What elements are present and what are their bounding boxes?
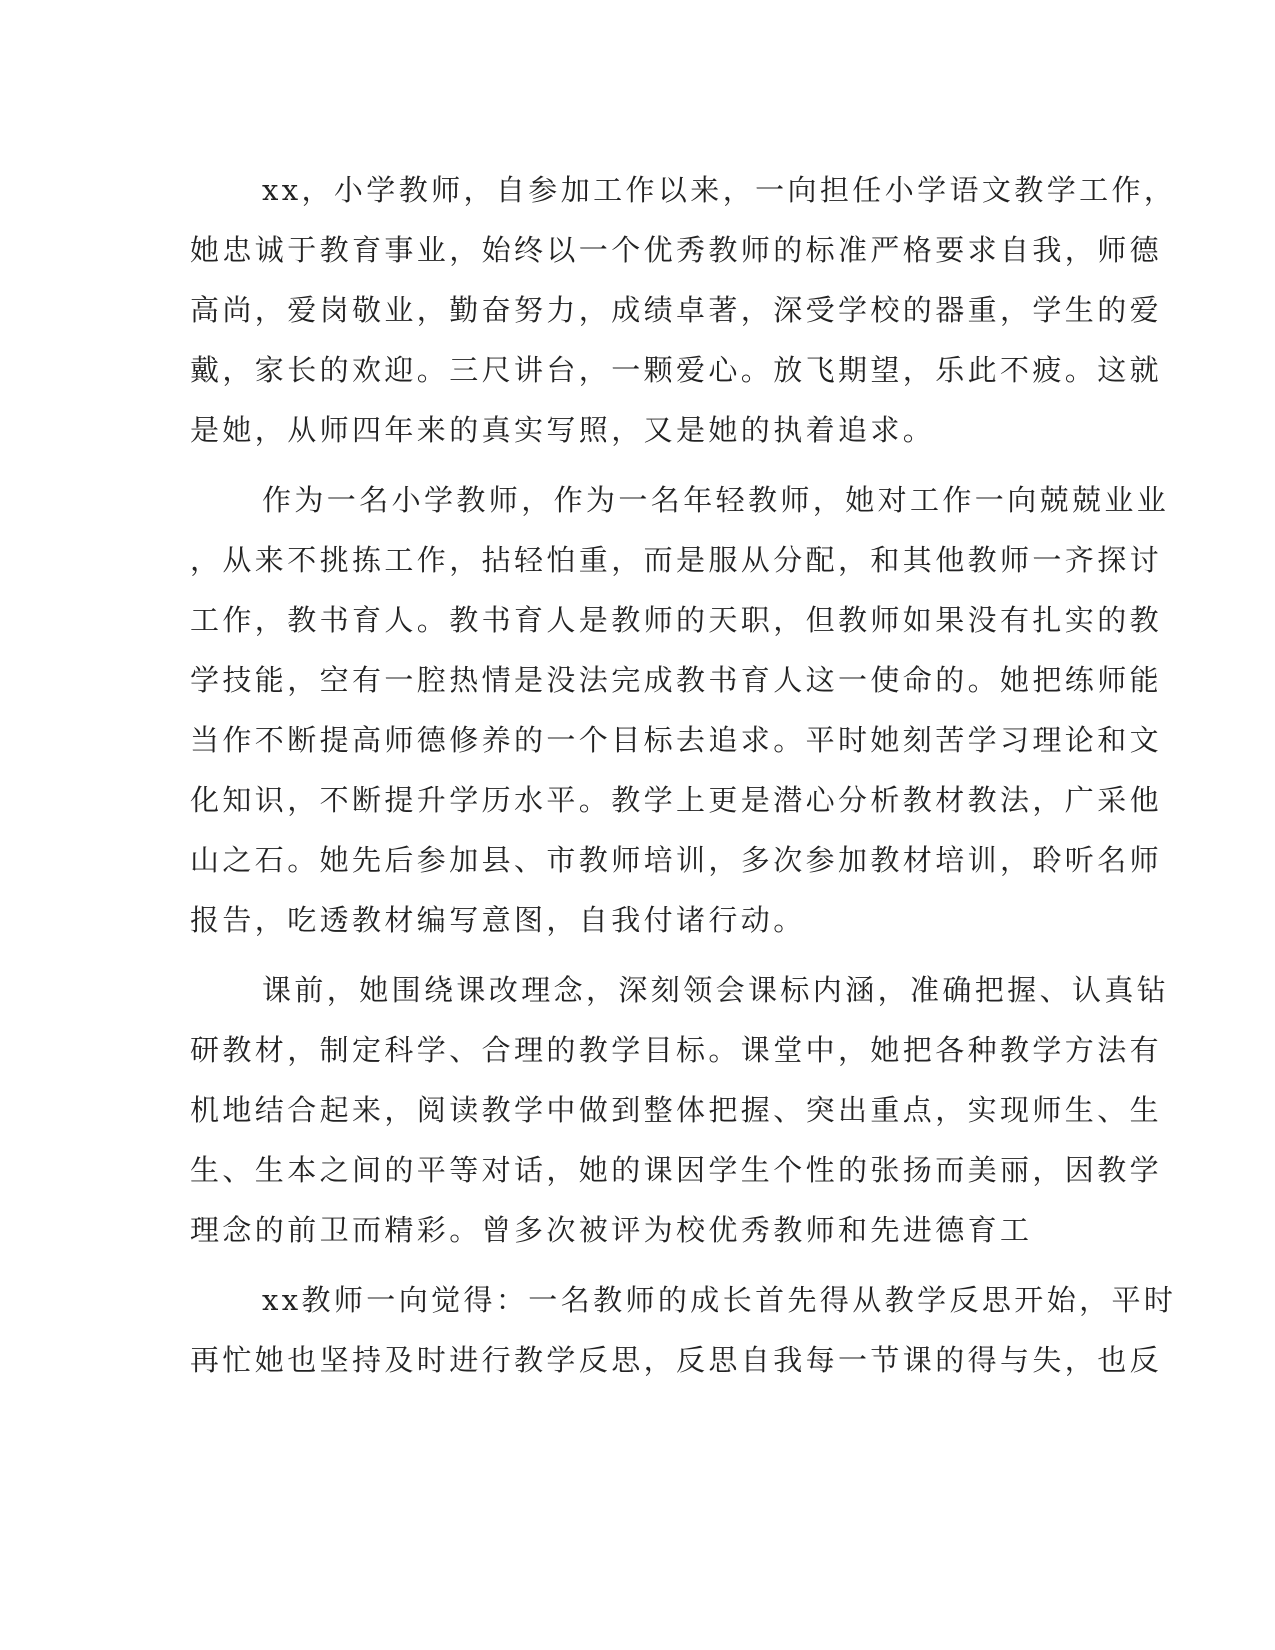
text-line: 课前，她围绕课改理念，深刻领会课标内涵，准确把握、认真钻 [262,973,1170,1007]
text-line: 理念的前卫而精彩。曾多次被评为校优秀教师和先进德育工 [190,1213,1033,1247]
text-line: 化知识，不断提升学历水平。教学上更是潜心分析教材教法，广采他 [190,783,1163,817]
document-body [190,160,1177,1400]
paragraph-3 [190,960,1170,1260]
text-line: 工作，教书育人。教书育人是教师的天职，但教师如果没有扎实的教 [190,603,1163,637]
text-line: xx教师一向觉得：一名教师的成长首先得从教学反思开始，平时 [262,1283,1177,1317]
paragraph-2 [190,470,1170,950]
text-line: 戴，家长的欢迎。三尺讲台，一颗爱心。放飞期望，乐此不疲。这就 [190,353,1163,387]
text-line: 报告，吃透教材编写意图，自我付诸行动。 [190,903,806,937]
paragraph-1 [190,160,1177,460]
text-line: 山之石。她先后参加县、市教师培训，多次参加教材培训，聆听名师 [190,843,1163,877]
text-line: 生、生本之间的平等对话，她的课因学生个性的张扬而美丽，因教学 [190,1153,1163,1187]
paragraph-4 [190,1270,1177,1390]
text-line: 当作不断提高师德修养的一个目标去追求。平时她刻苦学习理论和文 [190,723,1163,757]
text-line: 学技能，空有一腔热情是没法完成教书育人这一使命的。她把练师能 [190,663,1163,697]
text-line: 高尚，爱岗敬业，勤奋努力，成绩卓著，深受学校的器重，学生的爱 [190,293,1163,327]
text-line: ，从来不挑拣工作，拈轻怕重，而是服从分配，和其他教师一齐探讨 [190,543,1163,577]
text-line: 是她，从师四年来的真实写照，又是她的执着追求。 [190,413,936,447]
text-line: 她忠诚于教育事业，始终以一个优秀教师的标准严格要求自我，师德 [190,233,1163,267]
text-line: 再忙她也坚持及时进行教学反思，反思自我每一节课的得与失，也反 [190,1343,1163,1377]
text-line: 研教材，制定科学、合理的教学目标。课堂中，她把各种教学方法有 [190,1033,1163,1067]
text-line: 机地结合起来，阅读教学中做到整体把握、突出重点，实现师生、生 [190,1093,1163,1127]
text-line: xx，小学教师，自参加工作以来，一向担任小学语文教学工作， [262,173,1177,207]
text-line: 作为一名小学教师，作为一名年轻教师，她对工作一向兢兢业业 [262,483,1170,517]
